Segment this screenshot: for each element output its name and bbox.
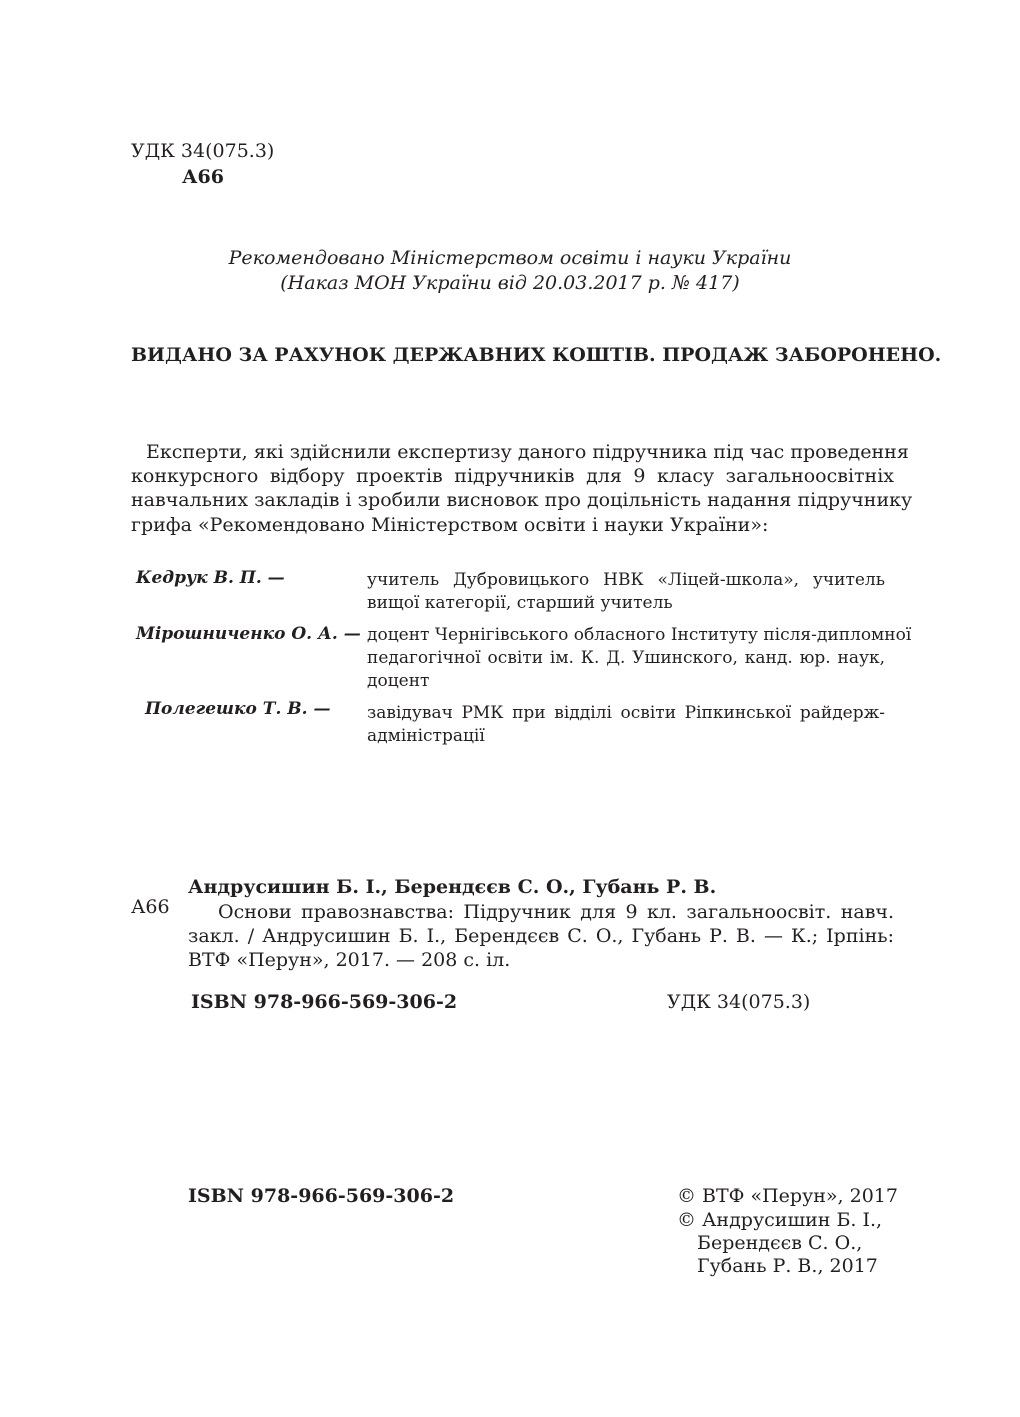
bib-authors: Андрусишин Б. І., Берендєєв С. О., Губань Р. В. <box>188 876 717 898</box>
recommendation-line-1: Рекомендовано Міністерством освіти і науки України <box>228 247 792 269</box>
udk-header: УДК 34(075.3) <box>131 140 275 162</box>
experts-intro-line: грифа «Рекомендовано Міністерством освіти і науки України»: <box>131 514 769 536</box>
expert-description-line: доцент Чернігівського обласного Інституту після-дипломної <box>367 625 912 645</box>
expert-description <box>367 624 912 693</box>
expert-description-line: завідувач РМК при відділі освіти Ріпкинської райдерж- <box>367 703 885 723</box>
bib-description <box>188 900 894 972</box>
bib-code: А66 <box>131 896 170 918</box>
copyright-line: Губань Р. В., 2017 <box>697 1255 878 1277</box>
recommendation-line-2: (Наказ МОН України від 20.03.2017 р. № 417) <box>280 272 740 294</box>
bib-line: ВТФ «Перун», 2017. — 208 с. іл. <box>188 949 511 971</box>
expert-description <box>367 702 885 748</box>
state-funding-notice: ВИДАНО ЗА РАХУНОК ДЕРЖАВНИХ КОШТІВ. ПРОДАЖ ЗАБОРОНЕНО. <box>131 344 942 366</box>
experts-intro-line: Експерти, які здійснили експертизу даного підручника під час проведення <box>146 441 909 463</box>
copyright-line: Берендєєв С. О., <box>697 1232 863 1254</box>
expert-name: Полегешко Т. В. — <box>145 699 331 719</box>
expert-description-line: доцент <box>367 671 430 691</box>
expert-name: Кедрук В. П. — <box>136 568 285 588</box>
expert-description-line: учитель Дубровицького НВК «Ліцей-школа», учитель <box>367 570 885 590</box>
copyright-line: © ВТФ «Перун», 2017 <box>677 1185 898 1207</box>
classification-code: А66 <box>182 166 224 188</box>
expert-description <box>367 569 885 615</box>
expert-name: Мірошниченко О. А. — <box>136 624 361 644</box>
experts-intro-line: навчальних закладів і зробили висновок про доцільність надання підручнику <box>131 489 913 511</box>
expert-description-line: педагогічної освіти ім. К. Д. Ушинского, канд. юр. наук, <box>367 648 885 668</box>
footer-isbn: ISBN 978-966-569-306-2 <box>188 1185 455 1207</box>
copyright-line: © Андрусишин Б. І., <box>677 1209 883 1231</box>
experts-intro-line: конкурсного відбору проектів підручників для 9 класу загальноосвітніх <box>131 465 894 487</box>
expert-description-line: вищої категорії, старший учитель <box>367 593 673 613</box>
bib-line: закл. / Андрусишин Б. І., Берендєєв С. О., Губань Р. В. — К.; Ірпінь: <box>188 925 894 947</box>
bib-udk: УДК 34(075.3) <box>667 991 811 1013</box>
bib-line: Основи правознавства: Підручник для 9 кл. загальноосвіт. навч. <box>218 901 894 923</box>
expert-description-line: адміністрації <box>367 726 485 746</box>
bib-isbn: ISBN 978-966-569-306-2 <box>191 991 458 1013</box>
